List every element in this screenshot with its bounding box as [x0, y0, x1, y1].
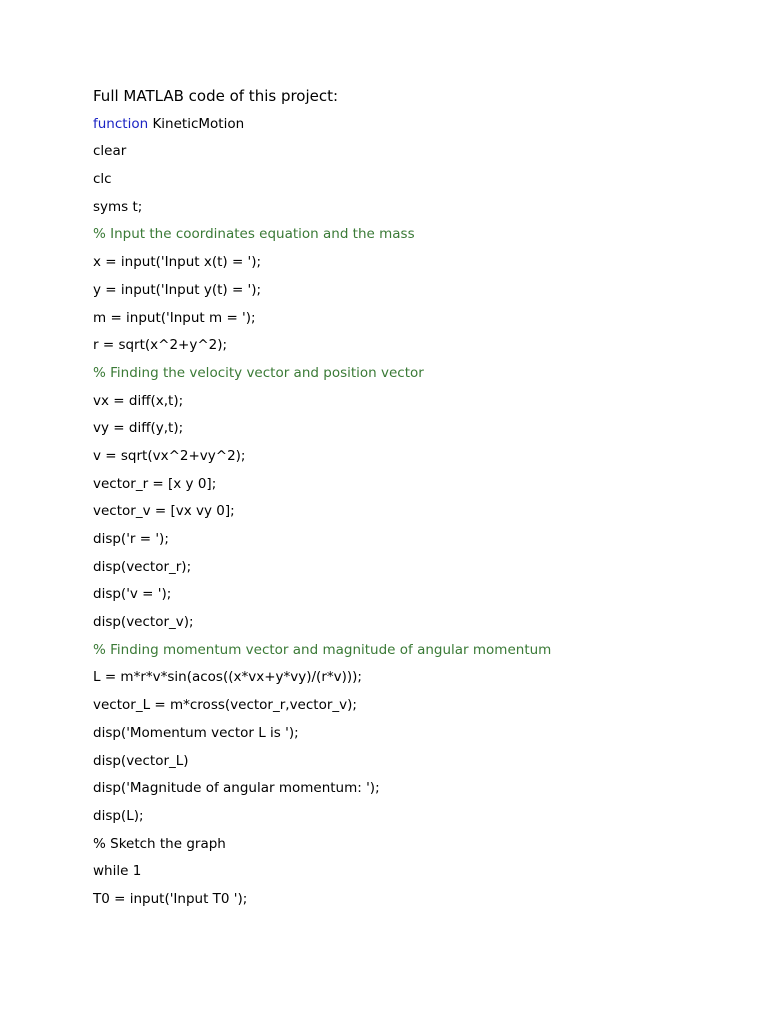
code-line: disp(vector_r);: [93, 558, 192, 575]
code-line: y = input('Input y(t) = ');: [93, 281, 262, 298]
code-line: m = input('Input m = ');: [93, 309, 256, 326]
code-line: clear: [93, 143, 127, 160]
code-line: L = m*r*v*sin(acos((x*vx+y*vy)/(r*v)));: [93, 669, 362, 686]
code-line: disp(L);: [93, 807, 144, 824]
code-line: T0 = input('Input T0 ');: [93, 890, 248, 907]
code-comment-line: % Finding the velocity vector and position vector: [93, 364, 424, 381]
code-line: r = sqrt(x^2+y^2);: [93, 337, 228, 354]
code-comment-line: % Finding momentum vector and magnitude of angular momentum: [93, 641, 552, 658]
code-line: vector_v = [vx vy 0];: [93, 503, 235, 520]
code-line: vector_r = [x y 0];: [93, 475, 217, 492]
code-line: disp('Momentum vector L is ');: [93, 724, 299, 741]
code-block: [93, 140, 733, 915]
code-line: disp('r = ');: [93, 531, 169, 547]
code-line: vx = diff(x,t);: [93, 392, 184, 409]
code-line: % Sketch the graph: [93, 835, 226, 852]
function-name: KineticMotion: [148, 115, 245, 132]
code-line: clc: [93, 171, 112, 188]
code-line: syms t;: [93, 198, 143, 215]
section-heading: Full MATLAB code of this project:: [93, 87, 339, 105]
code-line: v = sqrt(vx^2+vy^2);: [93, 447, 246, 464]
code-line: vy = diff(y,t);: [93, 420, 184, 437]
code-comment-line: % Input the coordinates equation and the mass: [93, 226, 415, 243]
function-declaration-line: [93, 113, 733, 141]
code-line: disp('v = ');: [93, 586, 172, 603]
code-line: vector_L = m*cross(vector_r,vector_v);: [93, 697, 357, 714]
function-keyword: function: [93, 115, 149, 132]
code-line: x = input('Input x(t) = ');: [93, 254, 262, 271]
code-line: disp(vector_L): [93, 752, 189, 769]
code-line: disp('Magnitude of angular momentum: ');: [93, 780, 380, 797]
document-content: [93, 85, 733, 916]
code-line: while 1: [93, 863, 142, 880]
code-line: disp(vector_v);: [93, 614, 194, 631]
